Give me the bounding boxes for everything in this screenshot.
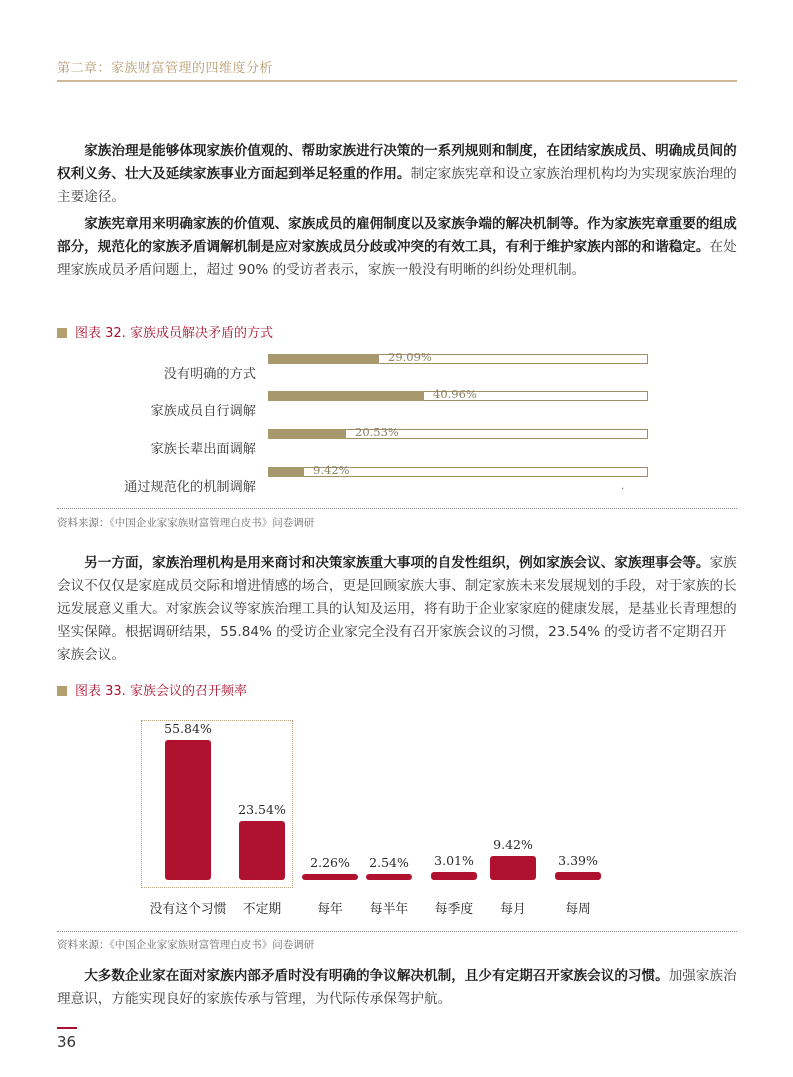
bar	[268, 429, 346, 439]
bar-category-label: 每周	[565, 902, 591, 917]
bar	[268, 391, 424, 401]
bar-value-label: 20.53%	[355, 425, 399, 439]
bar-category-label: 每年	[317, 902, 343, 917]
bar	[268, 354, 379, 364]
chapter-title: 第二章：家族财富管理的四维度分析	[57, 61, 274, 76]
bar	[268, 467, 304, 477]
bar-category-label: 每半年	[369, 902, 409, 917]
paragraph-institution	[57, 552, 738, 667]
bar-value-label: 55.84%	[164, 721, 212, 736]
figure-32-source: 资料来源：《中国企业家家族财富管理白皮书》问卷调研	[57, 517, 315, 529]
bar-value-label: 3.39%	[558, 853, 598, 868]
paragraph-governance-bold: 家族治理是能够体现家族价值观的、帮助家族进行决策的一系列规则和制度，在团结家族成员、明确成员间的权利义务、壮大及延续家族事业方面起到举足轻重的作用。	[57, 143, 737, 182]
paragraph-institution-rest: 家族会议不仅仅是家庭成员交际和增进情感的场合，更是回顾家族大事、制定家族未来发展规划的手段，对于家族的长远发展意义重大。对家族会议等家族治理工具的认知及运用，将有助于企业家家庭的健康发展，是基业长青理想的坚实保障。根据调研结果，55.84% 的受访企业家完全没有召开家族会议的习惯，23.54% 的受访者不定期召开家族会议。	[57, 555, 737, 663]
bar-label: 没有明确的方式	[163, 367, 256, 382]
bar-track	[268, 350, 648, 364]
bar-value-label: 9.42%	[493, 837, 533, 852]
bar	[555, 872, 601, 880]
bar-category-label: 每月	[500, 902, 526, 917]
bar-track	[268, 387, 648, 401]
page-number-accent	[57, 1027, 77, 1029]
minor-mark: .	[621, 481, 625, 492]
paragraph-charter-bold: 家族宪章用来明确家族的价值观、家族成员的雇佣制度以及家族争端的解决机制等。作为家族宪章重要的组成部分，规范化的家族矛盾调解机制是应对家族成员分歧或冲突的有效工具，有利于维护家族内部的和谐稳定。	[57, 216, 737, 255]
bar	[431, 872, 477, 880]
paragraph-conclusion-rest: 加强家族治理意识，方能实现良好的家族传承与管理，为代际传承保驾护航。	[57, 968, 737, 1007]
paragraph-conclusion	[57, 965, 738, 1011]
bar-label: 家族成员自行调解	[150, 404, 256, 419]
bar-value-label: 29.09%	[388, 350, 432, 364]
source-divider	[57, 931, 737, 932]
paragraph-conclusion-bold: 大多数企业家在面对家族内部矛盾时没有明确的争议解决机制，且少有定期召开家族会议的习惯。	[84, 968, 669, 984]
bar-category-label: 每季度	[434, 902, 474, 917]
bar	[165, 740, 211, 880]
figure-33-source: 资料来源：《中国企业家家族财富管理白皮书》问卷调研	[57, 939, 315, 951]
bar	[366, 874, 412, 880]
figure-marker-icon	[57, 328, 67, 338]
bar-category-label: 不定期	[242, 902, 282, 917]
bar-category-label: 没有这个习惯	[149, 902, 227, 917]
bar-value-label: 23.54%	[238, 802, 286, 817]
bar	[239, 821, 285, 880]
paragraph-governance	[57, 140, 738, 209]
figure-32-title	[57, 322, 273, 341]
paragraph-institution-bold: 另一方面，家族治理机构是用来商讨和决策家族重大事项的自发性组织，例如家族会议、家族理事会等。	[84, 555, 710, 571]
bar-value-label: 2.26%	[310, 855, 350, 870]
figure-32-title-text: 图表 32. 家族成员解决矛盾的方式	[75, 326, 273, 341]
bar-value-label: 9.42%	[313, 463, 350, 477]
page-number: 36	[57, 1033, 77, 1051]
bar-label: 通过规范化的机制调解	[124, 480, 256, 495]
bar	[490, 856, 536, 880]
bar-track	[268, 463, 648, 477]
paragraph-charter-rest: 在处理家族成员矛盾问题上，超过 90% 的受访者表示，家族一般没有明晰的纠纷处理机制。	[57, 239, 737, 278]
bar-track	[268, 425, 648, 439]
header-divider	[57, 80, 737, 82]
paragraph-governance-rest: 制定家族宪章和设立家族治理机构均为实现家族治理的主要途径。	[57, 166, 737, 205]
figure-33-title-text: 图表 33. 家族会议的召开频率	[75, 684, 247, 699]
paragraph-charter	[57, 213, 738, 282]
bar	[302, 874, 358, 880]
bar-label: 家族长辈出面调解	[150, 442, 256, 457]
figure-33-title	[57, 680, 247, 699]
figure-marker-icon	[57, 686, 67, 696]
bar-value-label: 40.96%	[433, 387, 477, 401]
bar-value-label: 2.54%	[369, 855, 409, 870]
bar-value-label: 3.01%	[434, 853, 474, 868]
source-divider	[57, 508, 737, 509]
